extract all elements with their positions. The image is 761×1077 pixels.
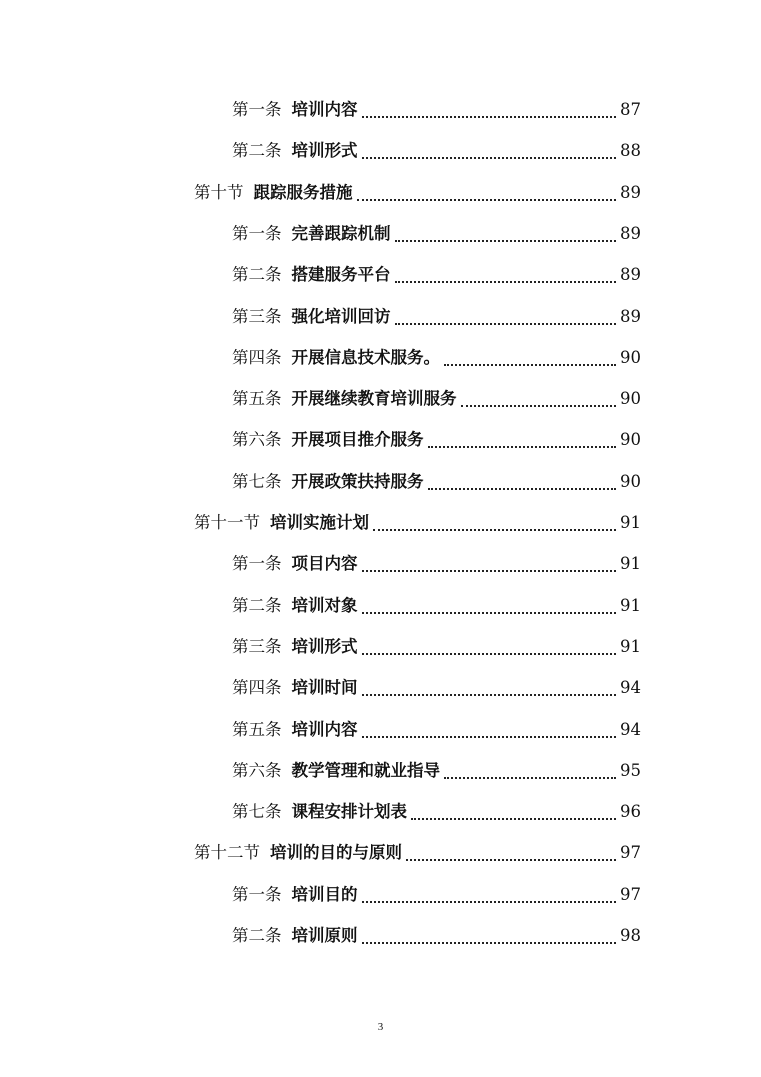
toc-entry-number: 第五条 (232, 719, 282, 739)
toc-entry-number: 第三条 (232, 306, 282, 326)
toc-entry-title: 完善跟踪机制 (291, 223, 391, 243)
toc-entry-page: 90 (620, 471, 641, 491)
toc-dot-leader (444, 777, 616, 779)
toc-entry-title: 培训目的 (291, 884, 358, 904)
toc-entry-line (232, 386, 641, 412)
toc-dot-leader (362, 901, 617, 903)
toc-dot-leader (411, 818, 616, 820)
toc-entry-line (232, 593, 641, 619)
toc-entry-number: 第二条 (232, 595, 282, 615)
toc-entry-line (232, 551, 641, 577)
toc-entry-line (232, 717, 641, 743)
toc-dot-leader (373, 529, 616, 531)
toc-entry-number: 第一条 (232, 100, 282, 119)
toc-section-entry (0, 840, 761, 866)
toc-item-entry (0, 758, 761, 784)
toc-entry-page: 89 (620, 265, 641, 285)
toc-entry-page: 87 (620, 100, 641, 119)
toc-dot-leader (362, 116, 617, 118)
toc-dot-leader (362, 653, 617, 655)
toc-entry-line (232, 427, 641, 453)
toc-entry-line (232, 882, 641, 908)
toc-dot-leader (362, 612, 617, 614)
toc-entry-page: 95 (620, 760, 641, 780)
toc-entry-page: 91 (620, 513, 641, 532)
toc-entry-page: 94 (620, 719, 641, 739)
toc-entry-number: 第一条 (232, 554, 282, 574)
toc-entry-line (232, 345, 641, 371)
toc-item-entry (0, 221, 761, 247)
toc-item-entry (0, 634, 761, 660)
toc-entry-page: 89 (620, 306, 641, 326)
toc-dot-leader (395, 323, 617, 325)
toc-dot-leader (428, 446, 617, 448)
toc-entry-number: 第七条 (232, 471, 282, 491)
toc-item-entry (0, 427, 761, 453)
toc-entry-number: 第六条 (232, 430, 282, 450)
toc-entry-line (232, 97, 641, 123)
toc-item-entry (0, 469, 761, 495)
toc-item-entry (0, 717, 761, 743)
toc-item-entry (0, 923, 761, 949)
toc-entry-title: 培训内容 (291, 100, 358, 119)
toc-entry-number: 第四条 (232, 678, 282, 698)
toc-entry-number: 第七条 (232, 802, 282, 822)
toc-dot-leader (362, 157, 617, 159)
toc-entry-title: 开展项目推介服务 (291, 430, 424, 450)
toc-entry-page: 97 (620, 843, 641, 863)
toc-entry-line (232, 675, 641, 701)
toc-item-entry (0, 138, 761, 164)
toc-dot-leader (357, 199, 617, 201)
toc-entry-title: 开展继续教育培训服务 (291, 389, 457, 409)
toc-entry-title: 教学管理和就业指导 (291, 760, 440, 780)
toc-entry-page: 91 (620, 554, 641, 574)
toc-entry-page: 90 (620, 389, 641, 409)
toc-entry-title: 搭建服务平台 (291, 265, 391, 285)
toc-entry-line (194, 180, 641, 206)
toc-entry-line (232, 758, 641, 784)
toc-entry-line (232, 469, 641, 495)
toc-dot-leader (395, 240, 617, 242)
toc-dot-leader (362, 736, 617, 738)
toc-entry-number: 第五条 (232, 389, 282, 409)
toc-dot-leader (362, 694, 617, 696)
toc-entry-number: 第四条 (232, 347, 282, 367)
toc-entry-number: 第六条 (232, 760, 282, 780)
toc-item-entry (0, 262, 761, 288)
toc-entry-page: 89 (620, 223, 641, 243)
toc-section-entry (0, 510, 761, 536)
toc-entry-title: 培训内容 (291, 719, 358, 739)
toc-item-entry (0, 593, 761, 619)
toc-entry-title: 跟踪服务措施 (253, 182, 353, 202)
toc-item-entry (0, 799, 761, 825)
toc-entry-page: 97 (620, 884, 641, 904)
toc-dot-leader (362, 942, 617, 944)
toc-entry-title: 培训形式 (291, 636, 358, 656)
toc-entry-title: 开展政策扶持服务 (291, 471, 424, 491)
toc-entry-number: 第二条 (232, 265, 282, 285)
toc-item-entry (0, 386, 761, 412)
toc-entry-page: 94 (620, 678, 641, 698)
toc-entry-title: 强化培训回访 (291, 306, 391, 326)
toc-entry-title: 培训时间 (291, 678, 358, 698)
toc-entry-page: 90 (620, 347, 641, 367)
toc-entry-page: 89 (620, 182, 641, 202)
toc-dot-leader (406, 859, 616, 861)
toc-entry-title: 培训的目的与原则 (270, 843, 402, 863)
toc-entry-line (194, 840, 641, 866)
toc-entry-line (232, 634, 641, 660)
toc-dot-leader (362, 570, 617, 572)
toc-dot-leader (428, 488, 617, 490)
toc-entry-number: 第一条 (232, 884, 282, 904)
toc-entry-number: 第二条 (232, 141, 282, 161)
toc-entry-line (232, 138, 641, 164)
toc-item-entry (0, 882, 761, 908)
toc-entry-page: 91 (620, 636, 641, 656)
toc-entry-number: 第十节 (194, 182, 244, 202)
toc-entry-line (232, 799, 641, 825)
toc-entry-line (232, 262, 641, 288)
toc-entry-line (232, 304, 641, 330)
toc-dot-leader (461, 405, 617, 407)
toc-dot-leader (395, 281, 617, 283)
toc-entry-number: 第一条 (232, 223, 282, 243)
toc-entry-page: 96 (620, 802, 641, 822)
toc-entry-title: 开展信息技术服务。 (291, 347, 440, 367)
toc-entry-page: 98 (620, 926, 641, 945)
toc-entry-line (232, 923, 641, 949)
toc-section-entry (0, 180, 761, 206)
toc-entry-title: 课程安排计划表 (291, 802, 407, 822)
toc-entry-number: 第二条 (232, 926, 282, 945)
toc-entry-page: 91 (620, 595, 641, 615)
toc-entry-page: 90 (620, 430, 641, 450)
toc-entry-title: 培训形式 (291, 141, 358, 161)
toc-item-entry (0, 304, 761, 330)
toc-item-entry (0, 675, 761, 701)
toc-item-entry (0, 97, 761, 123)
page-number: 3 (377, 1021, 384, 1033)
toc-entry-number: 第三条 (232, 636, 282, 656)
toc-entry-title: 培训原则 (291, 926, 358, 945)
toc-entry-title: 项目内容 (291, 554, 358, 574)
toc-entry-title: 培训对象 (291, 595, 358, 615)
toc-entry-title: 培训实施计划 (270, 513, 369, 532)
toc-item-entry (0, 345, 761, 371)
toc-dot-leader (444, 364, 616, 366)
toc-entry-page: 88 (620, 141, 641, 161)
toc-entry-number: 第十一节 (194, 513, 260, 532)
toc-entry-line (232, 221, 641, 247)
toc-item-entry (0, 551, 761, 577)
toc-entry-line (194, 510, 641, 536)
toc-entry-number: 第十二节 (194, 843, 260, 863)
